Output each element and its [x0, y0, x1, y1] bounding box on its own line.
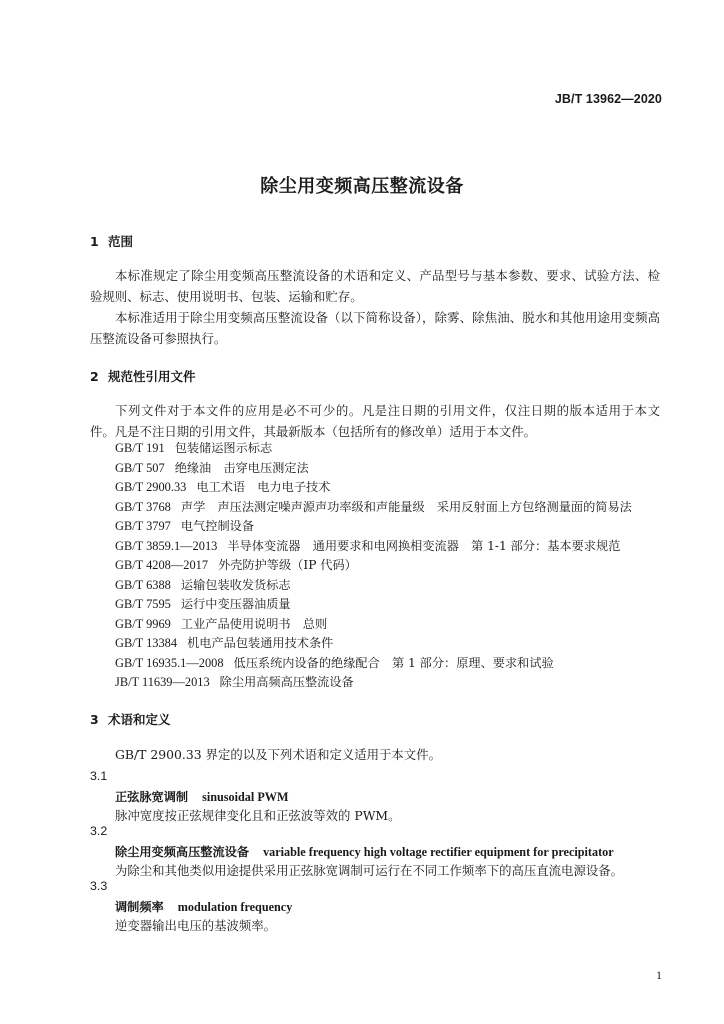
- reference-code: GB/T 7595: [115, 597, 171, 611]
- reference-item: [115, 615, 632, 635]
- term-number: 3.3: [90, 879, 108, 893]
- references-intro: 下列文件对于本文件的应用是必不可少的。凡是注日期的引用文件，仅注日期的版本适用于本文件。凡是不注日期的引用文件，其最新版本（包括所有的修改单）适用于本文件。: [90, 403, 660, 439]
- section-heading-scope: [90, 232, 133, 250]
- reference-item: [115, 673, 632, 693]
- reference-title: 运行中变压器油质量: [180, 597, 291, 611]
- scope-paragraph-2: 本标准适用于除尘用变频高压整流设备（以下简称设备），除雾、除焦油、脱水和其他用途用变频高压整流设备可参照执行。: [90, 310, 660, 346]
- reference-item: [115, 478, 632, 498]
- reference-title: 声学 声压法测定噪声源声功率级和声能量级 采用反射面上方包络测量面的简易法: [180, 499, 632, 514]
- reference-code: GB/T 3859.1—2013: [115, 538, 218, 553]
- term-heading: [115, 898, 292, 915]
- section-title: 范围: [108, 234, 134, 249]
- reference-item: [115, 439, 632, 459]
- reference-title: 工业产品使用说明书 总则: [180, 616, 328, 631]
- reference-code: GB/T 6388: [115, 577, 171, 592]
- document-title: 除尘用变频高压整流设备: [260, 176, 464, 197]
- reference-code: JB/T 11639—2013: [115, 675, 210, 689]
- scope-paragraph-1: 本标准规定了除尘用变频高压整流设备的术语和定义、产品型号与基本参数、要求、试验方法、检验规则、标志、使用说明书、包装、运输和贮存。: [90, 268, 660, 304]
- reference-list: [115, 439, 632, 693]
- term-en: variable frequency high voltage rectifier equipment for precipitator: [263, 845, 614, 859]
- term-heading: [115, 843, 614, 860]
- reference-title: 除尘用高频高压整流设备: [219, 675, 354, 689]
- reference-code: GB/T 16935.1—2008: [115, 655, 224, 670]
- reference-title: 电工术语 电力电子技术: [196, 480, 331, 494]
- reference-code: GB/T 2900.33: [115, 480, 187, 494]
- reference-title: 外壳防护等级（IP 代码）: [218, 558, 357, 572]
- reference-title: 电气控制设备: [180, 519, 255, 533]
- term-number: 3.2: [90, 824, 108, 838]
- reference-code: GB/T 191: [115, 441, 165, 455]
- reference-code: GB/T 3768: [115, 499, 171, 514]
- section-title: 规范性引用文件: [108, 369, 196, 384]
- reference-item: [115, 459, 632, 479]
- reference-title: 运输包装收发货标志: [180, 577, 291, 592]
- term-definition: 逆变器输出电压的基波频率。: [115, 918, 277, 933]
- section-number: 1: [90, 234, 99, 249]
- reference-item: [115, 654, 632, 674]
- standard-code: JB/T 13962—2020: [554, 92, 662, 106]
- term-number: 3.1: [90, 769, 108, 783]
- reference-title: 绝缘油 击穿电压测定法: [174, 460, 309, 475]
- term-zh: 除尘用变频高压整流设备: [115, 845, 250, 859]
- reference-code: GB/T 4208—2017: [115, 558, 209, 572]
- section-heading-normative-references: [90, 367, 196, 385]
- reference-item: [115, 498, 632, 518]
- page-number: 1: [656, 968, 662, 982]
- term-definition: 脉冲宽度按正弦规律变化且和正弦波等效的 PWM。: [115, 808, 401, 823]
- reference-code: GB/T 507: [115, 460, 165, 475]
- reference-item: [115, 595, 632, 615]
- reference-title: 低压系统内设备的绝缘配合 第 1 部分：原理、要求和试验: [233, 655, 554, 670]
- section-heading-terms: [90, 710, 171, 728]
- reference-code: GB/T 9969: [115, 616, 171, 631]
- reference-title: 半导体变流器 通用要求和电网换相变流器 第 1-1 部分：基本要求规范: [227, 538, 621, 553]
- section-title: 术语和定义: [108, 712, 171, 727]
- term-definition: 为除尘和其他类似用途提供采用正弦脉宽调制可运行在不同工作频率下的高压直流电源设备。: [115, 863, 624, 878]
- reference-item: [115, 634, 632, 654]
- term-zh: 调制频率: [115, 900, 164, 914]
- term-en: sinusoidal PWM: [202, 790, 289, 804]
- section-number: 2: [90, 369, 99, 384]
- terms-intro: GB/T 2900.33 界定的以及下列术语和定义适用于本文件。: [115, 747, 441, 762]
- reference-item: [115, 517, 632, 537]
- term-heading: [115, 788, 288, 805]
- reference-code: GB/T 13384: [115, 636, 178, 650]
- reference-title: 机电产品包装通用技术条件: [187, 636, 334, 650]
- reference-item: [115, 576, 632, 596]
- reference-code: GB/T 3797: [115, 519, 171, 533]
- reference-title: 包装储运图示标志: [174, 441, 273, 455]
- reference-item: [115, 556, 632, 576]
- reference-item: [115, 537, 632, 557]
- term-en: modulation frequency: [177, 900, 293, 914]
- term-zh: 正弦脉宽调制: [115, 790, 189, 804]
- section-number: 3: [90, 712, 99, 727]
